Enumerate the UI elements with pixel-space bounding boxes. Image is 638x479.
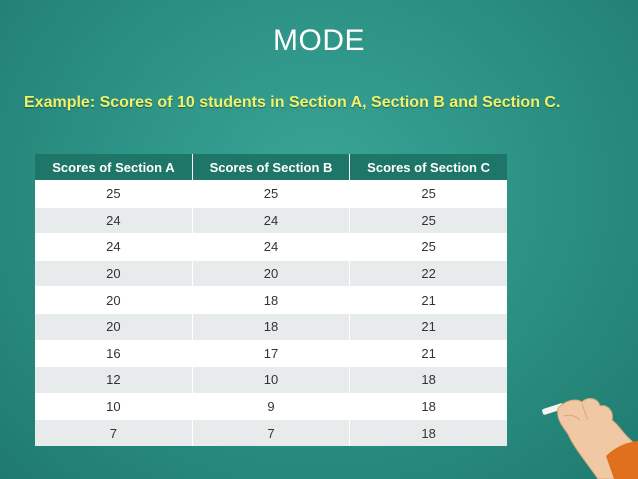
- cell-section-c: 18: [350, 367, 507, 394]
- table-row: [35, 420, 507, 446]
- header-section-a: Scores of Section A: [35, 154, 192, 181]
- table-row: [35, 207, 507, 234]
- cell-section-b: 24: [192, 234, 349, 261]
- cell-section-a: 24: [35, 234, 192, 261]
- cell-section-a: 20: [35, 287, 192, 314]
- cell-section-c: 21: [350, 313, 507, 340]
- cell-section-c: 21: [350, 287, 507, 314]
- header-section-c: Scores of Section C: [350, 154, 507, 181]
- cell-section-b: 9: [192, 393, 349, 420]
- slide-title: MODE: [273, 24, 365, 57]
- cell-section-b: 7: [192, 420, 349, 446]
- cell-section-a: 7: [35, 420, 192, 446]
- cell-section-c: 25: [350, 181, 507, 208]
- slide-subtitle: Example: Scores of 10 students in Section A, Section B and Section C.: [24, 94, 561, 111]
- cell-section-a: 20: [35, 313, 192, 340]
- table-row: [35, 287, 507, 314]
- cell-section-c: 25: [350, 234, 507, 261]
- cell-section-c: 18: [350, 393, 507, 420]
- cell-section-a: 16: [35, 340, 192, 367]
- cell-section-a: 12: [35, 367, 192, 394]
- hand-with-chalk-icon: [528, 386, 638, 479]
- cell-section-b: 20: [192, 260, 349, 287]
- scores-table: [35, 154, 507, 446]
- header-section-b: Scores of Section B: [192, 154, 349, 181]
- table-row: [35, 313, 507, 340]
- table-row: [35, 234, 507, 261]
- table-row: [35, 340, 507, 367]
- cell-section-c: 18: [350, 420, 507, 446]
- cell-section-a: 10: [35, 393, 192, 420]
- cell-section-a: 24: [35, 207, 192, 234]
- table-row: [35, 181, 507, 208]
- table-row: [35, 367, 507, 394]
- cell-section-c: 21: [350, 340, 507, 367]
- cell-section-b: 18: [192, 287, 349, 314]
- table-row: [35, 260, 507, 287]
- cell-section-b: 18: [192, 313, 349, 340]
- cell-section-c: 25: [350, 207, 507, 234]
- table-row: [35, 393, 507, 420]
- cell-section-c: 22: [350, 260, 507, 287]
- cell-section-b: 17: [192, 340, 349, 367]
- table-header-row: [35, 154, 507, 181]
- cell-section-b: 25: [192, 181, 349, 208]
- cell-section-b: 10: [192, 367, 349, 394]
- cell-section-a: 25: [35, 181, 192, 208]
- cell-section-a: 20: [35, 260, 192, 287]
- cell-section-b: 24: [192, 207, 349, 234]
